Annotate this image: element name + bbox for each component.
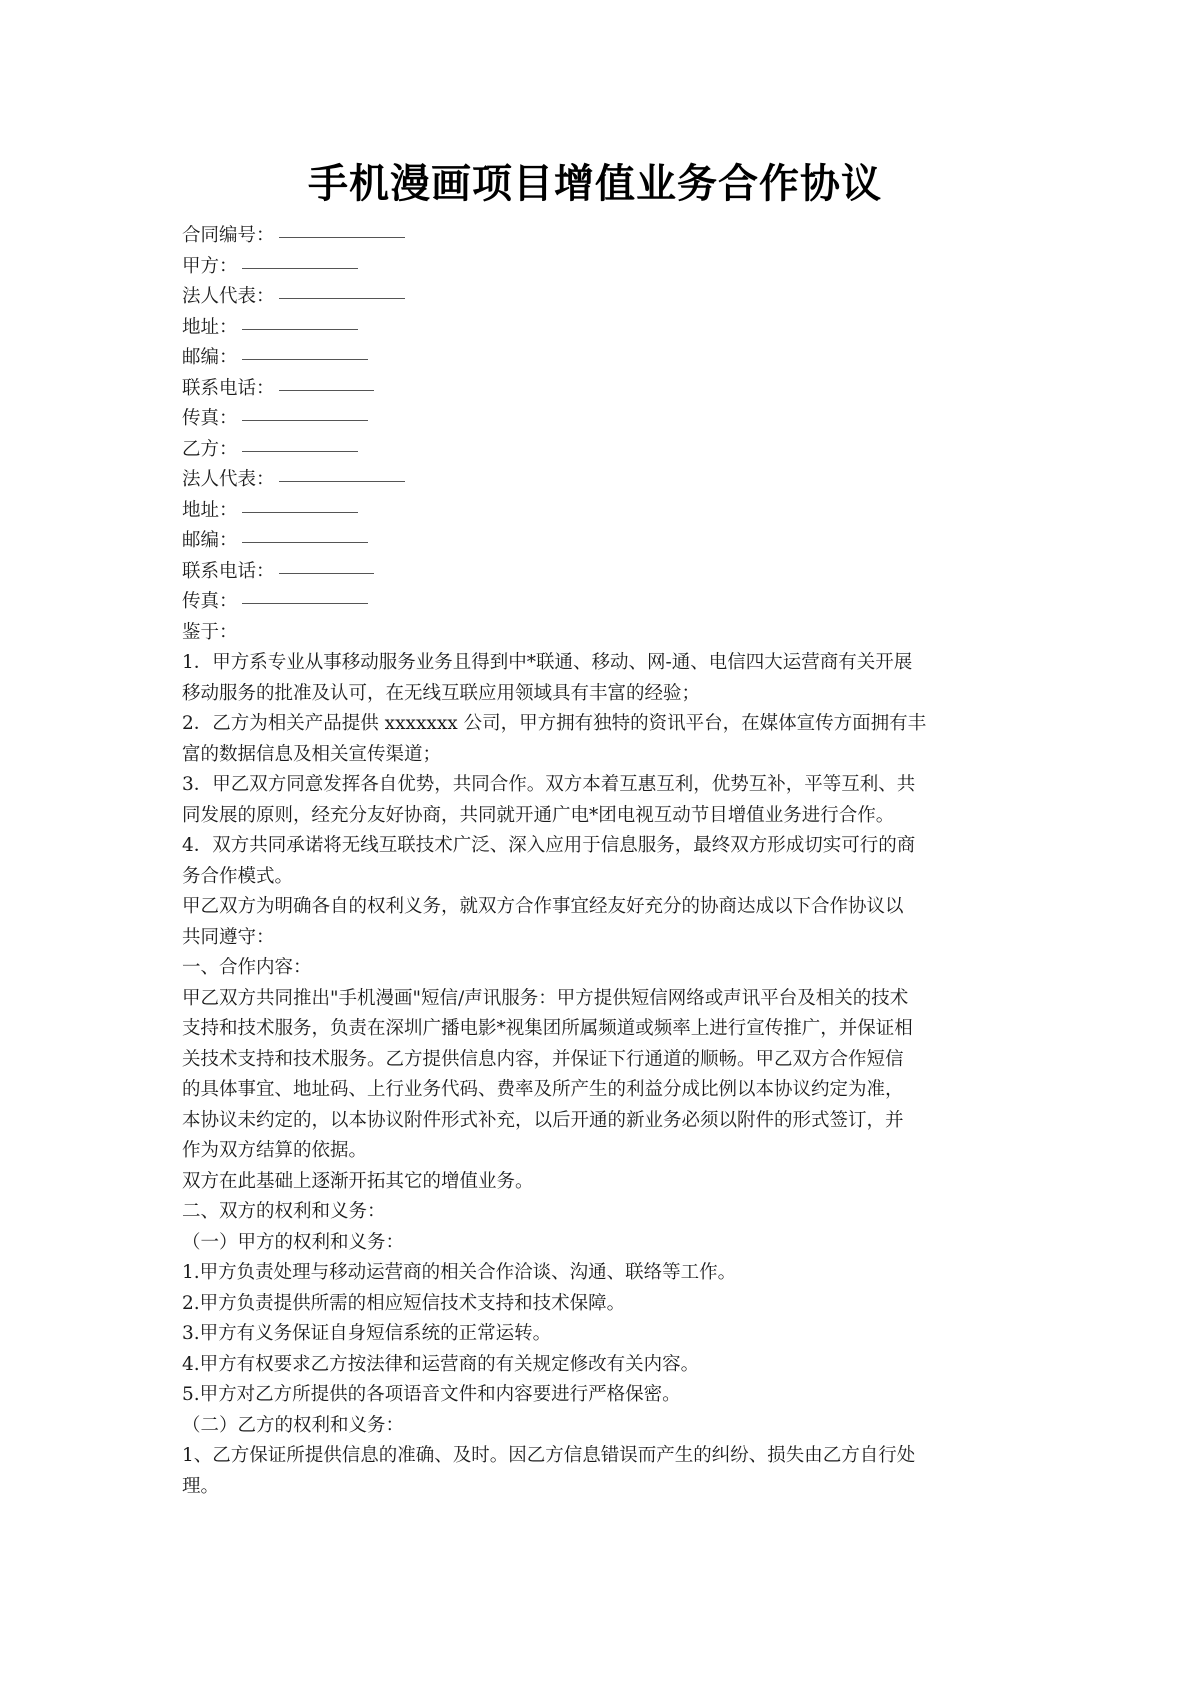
fill-blank[interactable] xyxy=(279,572,374,574)
field-party-a-postcode xyxy=(182,343,1018,374)
fill-blank[interactable] xyxy=(279,297,405,299)
whereas-clause xyxy=(182,831,1018,892)
field-label: 合同编号： xyxy=(182,225,275,246)
field-label: 联系电话： xyxy=(182,560,275,582)
field-label: 联系电话： xyxy=(182,377,275,399)
fill-blank[interactable] xyxy=(242,602,368,604)
field-label: 法人代表： xyxy=(182,286,275,307)
obligation-item: 3.甲方有义务保证自身短信系统的正常运转。 xyxy=(182,1323,552,1344)
fill-blank[interactable] xyxy=(242,450,358,452)
clause-line: 务合作模式。 xyxy=(182,865,294,887)
field-party-a-address xyxy=(182,313,1018,344)
section-line: 作为双方结算的依据。 xyxy=(182,1140,368,1161)
fill-blank[interactable] xyxy=(242,511,358,513)
section-cooperation-content xyxy=(182,953,1018,1197)
section-line: 关技术支持和技术服务。乙方提供信息内容，并保证下行通道的顺畅。甲乙双方合作短信 xyxy=(182,1048,904,1070)
clause-line: 4．双方共同承诺将无线互联技术广泛、深入应用于信息服务，最终双方形成切实可行的商 xyxy=(182,835,916,856)
preamble xyxy=(182,892,1018,953)
field-label: 甲方： xyxy=(182,255,238,277)
field-party-a-legal-rep xyxy=(182,282,1018,313)
section-line: 支持和技术服务，负责在深圳广播电影*视集团所属频道或频率上进行宣传推广，并保证相 xyxy=(182,1018,913,1039)
clause-line: 1．甲方系专业从事移动服务业务且得到中*联通、移动、网-通、电信四大运营商有关开展 xyxy=(182,652,913,673)
section-line: 本协议未约定的，以本协议附件形式补充，以后开通的新业务必须以附件的形式签订，并 xyxy=(182,1109,904,1131)
obligation-item: 1、乙方保证所提供信息的准确、及时。因乙方信息错误而产生的纠纷、损失由乙方自行处 xyxy=(182,1445,916,1466)
whereas-clause xyxy=(182,648,1018,709)
subsection-heading-party-a: （一）甲方的权利和义务： xyxy=(182,1231,405,1253)
field-party-b xyxy=(182,435,1018,466)
section-closing: 双方在此基础上逐渐开拓其它的增值业务。 xyxy=(182,1170,534,1192)
field-label: 地址： xyxy=(182,316,238,338)
section-line: 的具体事宜、地址码、上行业务代码、费率及所产生的利益分成比例以本协议约定为准， xyxy=(182,1079,904,1100)
fill-blank[interactable] xyxy=(242,358,368,360)
field-party-b-phone xyxy=(182,557,1018,588)
field-party-b-fax xyxy=(182,587,1018,618)
party-fields xyxy=(182,221,1018,618)
whereas-clause xyxy=(182,709,1018,770)
section-line: 甲乙双方共同推出"手机漫画"短信/声讯服务：甲方提供短信网络或声讯平台及相关的技术 xyxy=(182,987,909,1009)
field-label: 地址： xyxy=(182,499,238,521)
field-label: 乙方： xyxy=(182,438,238,460)
field-party-a-fax xyxy=(182,404,1018,435)
field-label: 法人代表： xyxy=(182,469,275,490)
fill-blank[interactable] xyxy=(279,389,374,391)
fill-blank[interactable] xyxy=(279,236,405,238)
field-label: 邮编： xyxy=(182,530,238,551)
field-label: 传真： xyxy=(182,591,238,612)
field-label: 邮编： xyxy=(182,347,238,368)
field-party-b-postcode xyxy=(182,526,1018,557)
obligation-item: 理。 xyxy=(182,1475,220,1497)
clause-line: 2．乙方为相关产品提供 xxxxxxx 公司，甲方拥有独特的资讯平台，在媒体宣传方面拥有丰 xyxy=(182,713,927,734)
obligation-item: 4.甲方有权要求乙方按法律和运营商的有关规定修改有关内容。 xyxy=(182,1353,700,1375)
preamble-line: 共同遵守： xyxy=(182,926,275,948)
fill-blank[interactable] xyxy=(242,267,358,269)
document-body xyxy=(182,221,1018,1502)
fill-blank[interactable] xyxy=(279,480,405,482)
fill-blank[interactable] xyxy=(242,541,368,543)
clause-line: 移动服务的批准及认可，在无线互联应用领域具有丰富的经验； xyxy=(182,682,701,704)
clause-line: 富的数据信息及相关宣传渠道； xyxy=(182,743,442,765)
preamble-line: 甲乙双方为明确各自的权利义务，就双方合作事宜经友好充分的协商达成以下合作协议以 xyxy=(182,896,904,917)
field-label: 传真： xyxy=(182,408,238,429)
whereas-clause xyxy=(182,770,1018,831)
whereas-heading: 鉴于： xyxy=(182,621,238,643)
field-party-b-address xyxy=(182,496,1018,527)
field-party-a xyxy=(182,252,1018,283)
section-rights-obligations xyxy=(182,1197,1018,1502)
field-contract-number xyxy=(182,221,1018,252)
section-heading: 一、合作内容： xyxy=(182,957,312,978)
fill-blank[interactable] xyxy=(242,419,368,421)
obligation-item: 1.甲方负责处理与移动运营商的相关合作洽谈、沟通、联络等工作。 xyxy=(182,1262,737,1283)
fill-blank[interactable] xyxy=(242,328,358,330)
clause-line: 3．甲乙双方同意发挥各自优势，共同合作。双方本着互惠互利，优势互补，平等互利、共 xyxy=(182,774,916,795)
obligation-item: 2.甲方负责提供所需的相应短信技术支持和技术保障。 xyxy=(182,1292,626,1314)
subsection-heading-party-b: （二）乙方的权利和义务： xyxy=(182,1414,405,1436)
field-party-a-phone xyxy=(182,374,1018,405)
field-party-b-legal-rep xyxy=(182,465,1018,496)
document-title: 手机漫画项目增值业务合作协议 xyxy=(308,161,882,207)
section-heading: 二、双方的权利和义务： xyxy=(182,1201,386,1222)
clause-line: 同发展的原则，经充分友好协商，共同就开通广电*团电视互动节目增值业务进行合作。 xyxy=(182,804,895,826)
obligation-item: 5.甲方对乙方所提供的各项语音文件和内容要进行严格保密。 xyxy=(182,1384,681,1405)
